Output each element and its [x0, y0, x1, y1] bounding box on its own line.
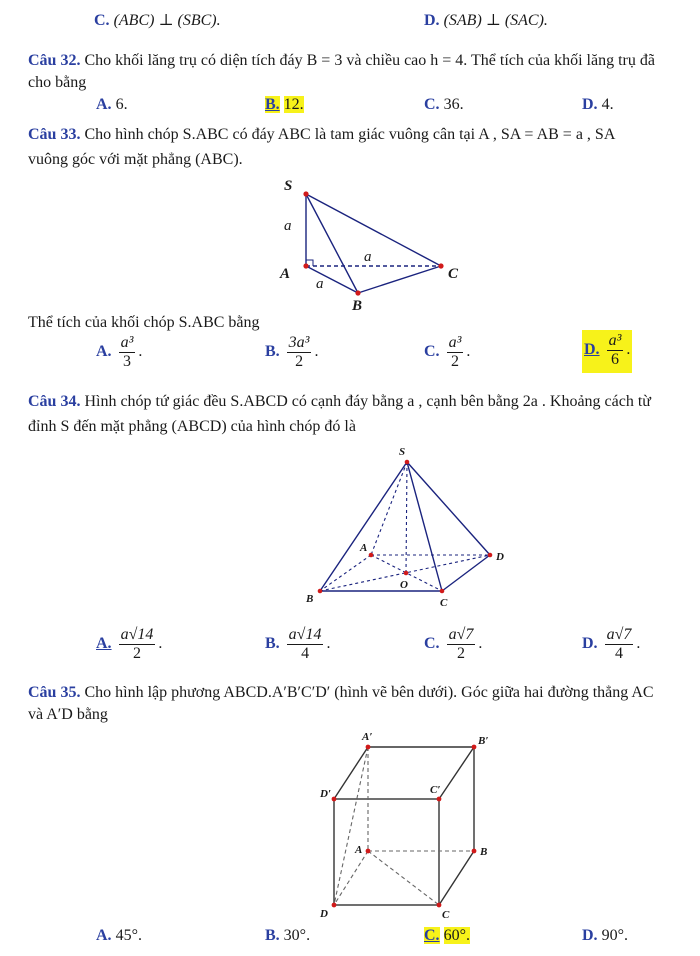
- label-c1: C′: [430, 784, 441, 796]
- q33-pyramid-figure: [270, 172, 480, 312]
- diagonal-ac-hidden: [368, 851, 439, 905]
- label-edge-ab: a: [316, 276, 324, 292]
- edge-ad-hidden: [334, 851, 368, 905]
- q35-option-d: [582, 925, 628, 947]
- edge-sc: [306, 194, 441, 266]
- option-value: 60°.: [443, 927, 470, 944]
- label-c: C: [442, 909, 450, 921]
- label-a: A: [355, 844, 363, 856]
- q34-text-line-1: [28, 392, 651, 412]
- question-label: Câu 34.: [28, 393, 81, 410]
- q34-option-a: A. $\frac{a√14}{2}$ .: [96, 626, 163, 662]
- option-letter: D.: [582, 927, 598, 944]
- option-fraction: [447, 334, 464, 371]
- q35-option-b: [265, 925, 310, 947]
- option-letter: D.: [584, 341, 600, 359]
- point-b: [318, 589, 323, 594]
- point-b: [472, 849, 477, 854]
- q33-text-line-2: vuông góc với mặt phẳng (ABC).: [28, 151, 243, 168]
- option-value: 4.: [601, 96, 614, 113]
- fraction-denominator: 4: [614, 645, 623, 662]
- q34-text-line-2: đỉnh S đến mặt phẳng (ABCD) của hình chóp đó là: [28, 418, 356, 435]
- question-label: Câu 35.: [28, 684, 81, 701]
- front-face-d1c1cd: [334, 799, 439, 905]
- point-c: [437, 903, 442, 908]
- label-d: D: [496, 551, 504, 563]
- q33-question: Thể tích của khối chóp S.ABC bằng: [28, 314, 260, 331]
- option-value: 12.: [283, 96, 304, 113]
- q33-option-a: A. $\frac{\text{a³}}{3}$ .: [96, 334, 143, 370]
- option-value: 90°.: [601, 927, 628, 944]
- q32-option-c: [424, 94, 464, 116]
- edge-cb: [439, 851, 474, 905]
- q34-option-c: C. $\frac{a√7}{2}$ .: [424, 626, 483, 662]
- option-fraction: [607, 332, 624, 369]
- option-letter: C.: [424, 343, 440, 361]
- point-d: [332, 903, 337, 908]
- label-o: O: [400, 579, 408, 591]
- fraction-numerator: 3a³: [288, 334, 310, 351]
- q32-text-line-2: cho bằng: [28, 74, 87, 91]
- q32-text-line-1: [28, 51, 655, 71]
- label-d: D: [320, 908, 328, 920]
- label-b1: B′: [478, 735, 489, 747]
- fraction-denominator: 2: [456, 645, 465, 662]
- q33-option-c: C. $\frac{\text{a³}}{2}$ .: [424, 334, 471, 370]
- point-a: [369, 553, 374, 558]
- q32-option-a: [96, 94, 128, 116]
- fraction-numerator: a³: [448, 334, 462, 351]
- edge-bc: [358, 266, 441, 293]
- option-letter: A.: [96, 96, 112, 113]
- option-letter: B.: [265, 343, 280, 361]
- option-letter: D.: [582, 635, 598, 653]
- option-fraction: [447, 626, 476, 663]
- option-letter: B.: [265, 96, 280, 113]
- fraction-numerator: a√14: [288, 626, 322, 643]
- point-d1: [332, 797, 337, 802]
- option-letter: A.: [96, 927, 112, 944]
- q35-option-c: [424, 925, 470, 947]
- fraction-numerator: a√7: [448, 626, 474, 643]
- q35-cube-figure: [312, 727, 502, 925]
- option-value: 45°.: [115, 927, 142, 944]
- label-edge-sa: a: [284, 218, 292, 234]
- point-s: [405, 460, 410, 465]
- label-a1: A′: [362, 731, 373, 743]
- fraction-denominator: 2: [450, 353, 459, 370]
- question-label: Câu 33.: [28, 126, 81, 143]
- point-s: [303, 191, 308, 196]
- fraction-denominator: 6: [610, 351, 619, 368]
- option-letter: C.: [424, 96, 440, 113]
- q32-option-b: [265, 94, 304, 116]
- point-o: [404, 571, 409, 576]
- label-c: C: [448, 266, 459, 282]
- label-b: B: [352, 298, 363, 312]
- q35-text-line-1: [28, 683, 654, 703]
- question-text: Hình chóp tứ giác đều S.ABCD có cạnh đáy bằng a , cạnh bên bằng 2a . Khoảng cách từ: [84, 393, 651, 410]
- option-letter: B.: [265, 927, 280, 944]
- fraction-denominator: 2: [132, 645, 141, 662]
- label-a: A: [360, 542, 368, 554]
- point-a1: [366, 745, 371, 750]
- edge-sb: [320, 462, 407, 591]
- option-value: 6.: [115, 96, 128, 113]
- option-letter: C.: [424, 927, 440, 944]
- option-fraction: [119, 626, 156, 663]
- option-letter: C.: [94, 12, 110, 29]
- question-text: Cho hình chóp S.ABC có đáy ABC là tam giác vuông cân tại A , SA = AB = a , SA: [84, 126, 616, 143]
- q33-text-line-1: [28, 125, 615, 145]
- label-a: A: [280, 266, 291, 282]
- label-c: C: [440, 597, 448, 609]
- label-edge-ac: a: [364, 249, 372, 265]
- point-c: [440, 589, 445, 594]
- fraction-denominator: 4: [301, 645, 310, 662]
- label-d1: D′: [320, 788, 332, 800]
- point-a: [303, 263, 308, 268]
- edge-sb: [306, 194, 358, 293]
- point-b1: [472, 745, 477, 750]
- fraction-numerator: a³: [608, 332, 622, 349]
- point-d: [488, 553, 493, 558]
- q34-option-b: B. $\frac{a√14}{4}$ .: [265, 626, 331, 662]
- option-value: (SAB) ⊥ (SAC).: [443, 12, 548, 29]
- option-letter: C.: [424, 635, 440, 653]
- q34-option-d: D. $\frac{a√7}{4}$ .: [582, 626, 641, 662]
- option-fraction: [119, 334, 136, 371]
- fraction-denominator: 3: [122, 353, 131, 370]
- q31-option-d: [424, 10, 548, 32]
- height-so-hidden: [406, 462, 407, 573]
- label-b: B: [480, 846, 488, 858]
- label-s: S: [284, 178, 293, 194]
- question-text: Cho hình lập phương ABCD.A′B′C′D′ (hình vẽ bên dưới). Góc giữa hai đường thẳng AC: [84, 684, 654, 701]
- q32-option-d: [582, 94, 614, 116]
- q34-square-pyramid-figure: [296, 440, 518, 620]
- point-c: [438, 263, 443, 268]
- diagonal-a1d-hidden: [334, 747, 368, 905]
- edge-a1d1: [334, 747, 368, 799]
- q33-option-d: D. $\frac{\text{a³}}{6}$ .: [582, 330, 632, 373]
- q33-option-b: B. $\frac{\text{3a³}}{2}$ .: [265, 334, 319, 370]
- edge-b1c1: [439, 747, 474, 799]
- q35-text-line-2: và A′D bằng: [28, 706, 108, 723]
- option-fraction: [605, 626, 634, 663]
- option-fraction: [287, 334, 312, 371]
- option-letter: B.: [265, 635, 280, 653]
- option-value: (ABC) ⊥ (SBC).: [113, 12, 221, 29]
- q35-option-a: [96, 925, 142, 947]
- option-fraction: [287, 626, 324, 663]
- question-text: Cho khối lăng trụ có diện tích đáy B = 3 và chiều cao h = 4. Thể tích của khối lăng trụ đã: [84, 52, 655, 69]
- point-a: [366, 849, 371, 854]
- point-b: [355, 290, 360, 295]
- label-b: B: [306, 593, 314, 605]
- option-letter: A.: [96, 343, 112, 361]
- question-label: Câu 32.: [28, 52, 81, 69]
- fraction-numerator: a√14: [120, 626, 154, 643]
- fraction-denominator: 2: [295, 353, 304, 370]
- option-letter: A.: [96, 635, 112, 653]
- edge-cd: [442, 555, 490, 591]
- fraction-numerator: a³: [120, 334, 134, 351]
- option-letter: D.: [582, 96, 598, 113]
- point-c1: [437, 797, 442, 802]
- option-value: 36.: [443, 96, 464, 113]
- fraction-numerator: a√7: [606, 626, 632, 643]
- option-letter: D.: [424, 12, 440, 29]
- q31-option-c: [94, 10, 221, 32]
- label-s: S: [399, 446, 406, 458]
- option-value: 30°.: [283, 927, 311, 944]
